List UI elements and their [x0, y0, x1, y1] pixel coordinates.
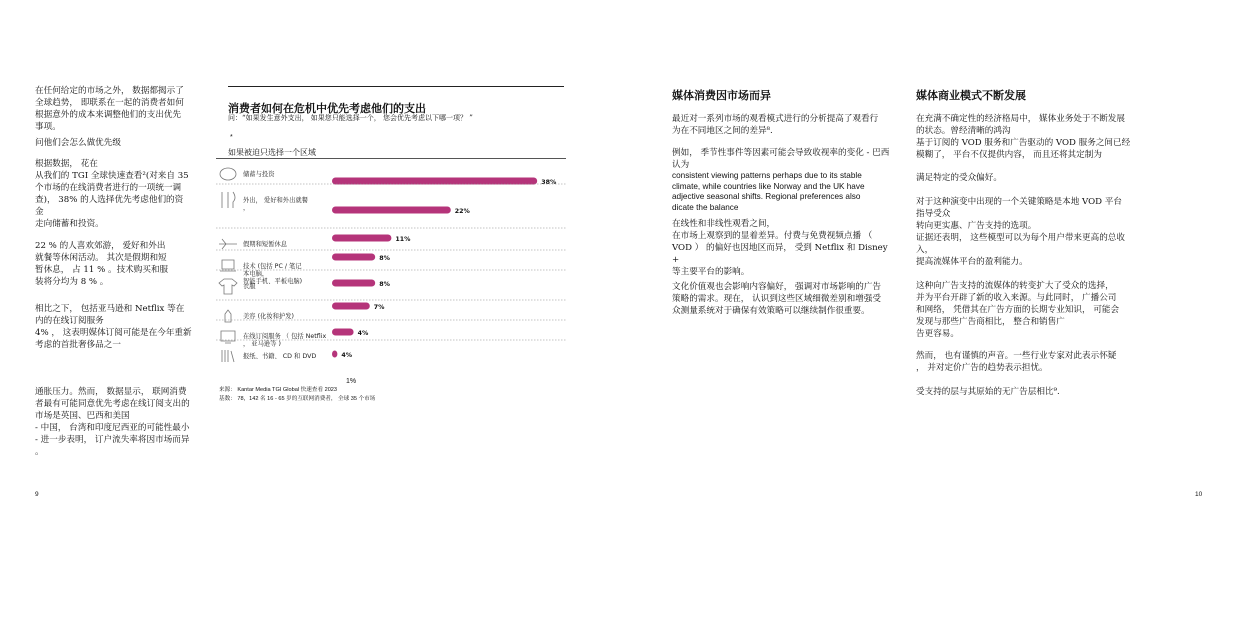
bar-value-label: 4% — [341, 352, 353, 359]
figure-top-rule — [228, 86, 564, 87]
page-number-left: 9 — [35, 491, 39, 498]
right-col1-para-2a: 例如， 季节性事件等因素可能会导致收视率的变化 - 巴西 认为 — [672, 148, 890, 170]
figure-title: 消费者如何在危机中优先考虑他们的支出 — [228, 102, 426, 115]
bar — [332, 303, 370, 310]
figure-base: 基数： 78，142 名 16 - 65 岁的互联网消费者， 全球 35 个市场 — [219, 396, 376, 402]
laptop-icon — [220, 260, 236, 271]
bar — [332, 351, 337, 358]
spending-priority-chart — [212, 160, 572, 365]
bar — [332, 329, 354, 336]
right-col1-para-2c: 在线性和非线性观看之间， 在市场上观察到的显着差异。付费与免费视频点播 （ VOD ） 的偏好也因地区而异， 受到 Netflix 和 Disney + 等主要平台的影响。 — [672, 219, 888, 277]
category-label: 假期和短暂休息 — [243, 241, 288, 248]
bar-value-label: 8% — [379, 281, 390, 288]
left-col-para-3: 根据数据， 花在 从我们的 TGI 全球快速查看²(对来自 35 个市场的在线消费者进行的一项统一调 查)， 38% 的人选择优先考虑他们的资 金 走向储蓄和投资。 — [35, 159, 189, 229]
airplane-icon — [219, 239, 237, 249]
category-label: 衣服 — [243, 283, 256, 290]
left-col-para-6: 通胀压力。然而， 数据显示， 联网消费 者最有可能同意优先考虑在线订阅支出的 市场是英国、巴西和美国 - 中国， 台湾和印度尼西亚的可能性最小 - 进一步表明， 订户流失率将因市场而异 。 — [35, 387, 190, 457]
category-label: 报纸、书籍、 CD 和 DVD — [243, 353, 317, 360]
left-col-para-2: 问他们会怎么做优先级 — [35, 138, 121, 148]
bar — [332, 235, 391, 242]
bar — [332, 178, 537, 185]
left-col-para-4: 22 % 的人喜欢郊游， 爱好和外出 就餐等休闲活动。 其次是假期和短 暂休息， 占 11 % 。技术购买和服 装将分均为 8 % 。 — [35, 241, 169, 287]
bar — [332, 254, 375, 261]
figure-instruction: 如果被迫只选择一个区域 — [228, 148, 316, 157]
right-col2-para-1: 在充满不确定性的经济格局中， 媒体业务处于不断发展 的状态。曾经清晰的鸿沟 基于订阅的 VOD 服务和广告驱动的 VOD 服务之间已经 模糊了， 平台不仅提供内容， 而且还将其定制为 — [916, 114, 1131, 160]
category-label: 技术 (包括 PC / 笔记本电脑，智能手机、平板电脑) — [243, 263, 303, 285]
right-col2-para-4: 这种向广告支持的流媒体的转变扩大了受众的选择， 并为平台开辟了新的收入来源。与此同时， 广播公司 和网络， 凭借其在广告方面的长期专业知识， 可能会 发现与那些广告商相比， 整合和销售广 告更容易。 — [916, 281, 1120, 339]
books-icon — [222, 350, 234, 362]
figure-source: 来源： Kantar Media TGI Global 快速查看 2023 — [219, 387, 338, 393]
bar — [332, 280, 375, 287]
bar-value-label: 8% — [379, 255, 390, 262]
bar-value-label: 4% — [357, 330, 369, 337]
right-col1-para-1: 最近对一系列市场的观看模式进行的分析提高了观看行 为在不同地区之间的差异⁸. — [672, 114, 879, 136]
right-col2-para-6: 受支持的层与其原始的无广告层相比⁹. — [916, 387, 1060, 397]
bar-value-label: 22% — [454, 208, 470, 215]
piggy-bank-icon — [220, 168, 236, 180]
bar-value-label: 7% — [373, 304, 385, 311]
page-number-right: 10 — [1195, 491, 1203, 498]
right-col2-heading: 媒体商业模式不断发展 — [916, 89, 1026, 102]
category-label: 在线订阅服务 （ 包括 Netflix ， 亚马逊等 ) — [243, 333, 327, 348]
category-label: 外出， 爱好和外出就餐， — [243, 197, 308, 212]
right-col2-para-5: 然而， 也有谨慎的声音。一些行业专家对此表示怀疑 ， 并对定价广告的趋势表示担忧。 — [916, 351, 1117, 373]
bar-value-label: 38% — [541, 179, 557, 186]
right-col2-para-2: 满足特定的受众偏好。 — [916, 173, 1002, 183]
figure-stray-label: 1% — [346, 378, 357, 385]
tv-icon — [221, 331, 235, 343]
right-col1-para-2b: consistent viewing patterns perhaps due to its stable climate, while countries like Norway and the UK have adjective seasonal shifts. Regional preferences also dicate the balance — [672, 171, 865, 212]
bar-value-label: 11% — [395, 236, 411, 243]
right-col1-heading: 媒体消费因市场而异 — [672, 89, 771, 102]
figure-note-mark: * — [230, 134, 233, 141]
figure-question: 问：“如果发生意外支出， 如果您只能选择一个， 您会优先考虑以下哪一项？ ” — [228, 114, 473, 122]
bar — [332, 207, 451, 214]
category-label: 美容 (化妆和护发) — [243, 313, 294, 320]
figure-instruction-rule — [216, 158, 566, 159]
clothing-icon — [219, 279, 237, 294]
left-col-para-1: 在任何给定的市场之外， 数据都揭示了 全球趋势， 即联系在一起的消费者如何 根据意外的成本来调整他们的支出优先 事项。 — [35, 86, 184, 132]
right-col1-para-3: 文化价值观也会影响内容偏好， 强调对市场影响的广告 策略的需求。现在， 认识到这些区域细微差别和增强受 众测量系统对于确保有效策略可以继续制作很重要。 — [672, 282, 881, 316]
category-label: 储蓄与投资 — [243, 171, 275, 178]
right-col2-para-3: 对于这种演变中出现的一个关键策略是本地 VOD 平台 指导受众 转向更实惠、广告支持的选项。 证据还表明， 这些模型可以为每个用户带来更高的总收 入， 提高流媒体平台的盈利能力。 — [916, 197, 1125, 267]
dining-icon — [222, 192, 235, 208]
left-col-para-5: 相比之下， 包括亚马逊和 Netflix 等在 内的在线订阅服务 4% ， 这表明媒体订阅可能是在今年重新 考虑的首批奢侈品之一 — [35, 304, 192, 350]
